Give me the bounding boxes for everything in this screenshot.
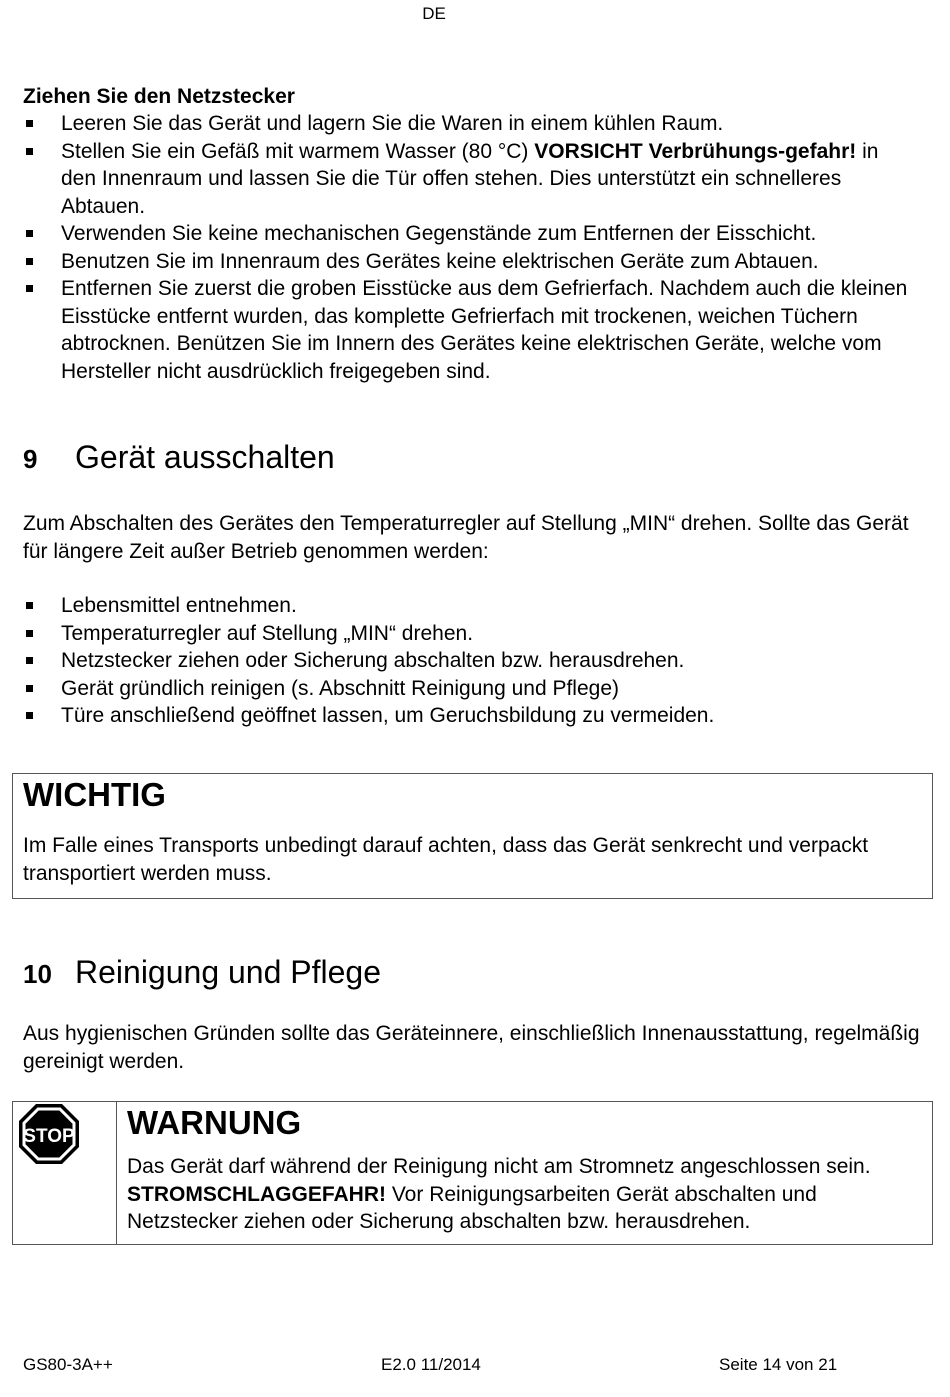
list-item: [23, 248, 918, 276]
section-9-intro: Zum Abschalten des Gerätes den Temperaturregler auf Stellung „MIN“ drehen. Sollte das Gerät für längere Zeit außer Betrieb genommen werden:: [23, 512, 909, 563]
list-item-text: Stellen Sie ein Gefäß mit warmem Wasser (80 °C): [61, 139, 535, 163]
footer-version: E2.0 11/2014: [381, 1355, 481, 1374]
warning-title: WARNUNG: [127, 1104, 302, 1141]
section-number: 10: [23, 959, 52, 989]
list-item: Netzstecker ziehen oder Sicherung abschalten bzw. herausdrehen.: [23, 647, 918, 675]
shock-hazard-label: STROMSCHLAGGEFAHR!: [127, 1182, 386, 1206]
section-heading: Reinigung und Pflege: [75, 954, 382, 990]
list-item-text: Entfernen Sie zuerst die groben Eisstücke aus dem Gefrierfach. Nachdem auch die kleinen Eisstücke entfernt wurden, das komplette Gefrierfach mit trockenen, weichen Tüchern abtrocknen. Benützen Sie im Innern des Gerätes keine elektrischen Geräte, welche vom Hersteller nicht ausdrücklich freigegeben sind.: [61, 277, 908, 383]
list-item-text: Leeren Sie das Gerät und lagern Sie die Waren in einem kühlen Raum.: [61, 112, 724, 135]
section-10-intro: Aus hygienischen Gründen sollte das Geräteinnere, einschließlich Innenausstattung, regelmäßig gereinigt werden.: [23, 1022, 920, 1073]
section-number: 9: [23, 444, 38, 474]
list-item: Temperaturregler auf Stellung „MIN“ drehen.: [23, 620, 918, 648]
important-box: [12, 773, 933, 899]
list-item: [23, 138, 918, 221]
warning-text-part: Das Gerät darf während der Reinigung nicht am Stromnetz angeschlossen sein.: [127, 1155, 871, 1178]
list-item-text: Benutzen Sie im Innenraum des Gerätes keine elektrischen Geräte zum Abtauen.: [61, 249, 819, 273]
unplug-list: [23, 110, 918, 385]
important-title: WICHTIG: [23, 776, 166, 813]
section-10-title: [23, 953, 381, 993]
warning-box: [12, 1101, 933, 1245]
list-item: Lebensmittel entnehmen.: [23, 592, 918, 620]
language-label: DE: [422, 4, 446, 23]
list-item: [23, 110, 918, 138]
warning-text-part: Vor Reinigungsarbeiten Gerät abschalten und Netzstecker ziehen oder Sicherung abschalten bzw. herausdrehen.: [127, 1182, 817, 1233]
unplug-heading: Ziehen Sie den Netzstecker: [23, 85, 295, 108]
section-9-list: [23, 592, 918, 730]
list-item: [23, 220, 918, 248]
list-item: [23, 275, 918, 385]
footer-model: GS80-3A++: [23, 1355, 113, 1374]
list-item-text: Verwenden Sie keine mechanischen Gegenstände zum Entfernen der Eisschicht.: [61, 222, 817, 245]
list-item: Gerät gründlich reinigen (s. Abschnitt Reinigung und Pflege): [23, 675, 918, 703]
stop-sign-icon: [17, 1102, 81, 1166]
section-heading: Gerät ausschalten: [75, 439, 335, 475]
list-item-text: in den Innenraum und lassen Sie die Tür offen stehen. Dies unterstützt ein schnelleres Abtauen.: [61, 139, 879, 218]
footer-page: Seite 14 von 21: [719, 1355, 838, 1374]
warning-text: [127, 1153, 922, 1236]
important-text: Im Falle eines Transports unbedingt darauf achten, dass das Gerät senkrecht und verpackt transportiert werden muss.: [23, 834, 869, 885]
list-item: Türe anschließend geöffnet lassen, um Geruchsbildung zu vermeiden.: [23, 702, 918, 730]
stop-sign-text: STOP: [23, 1126, 75, 1147]
section-9-title: [23, 438, 335, 478]
unplug-section: [23, 83, 918, 385]
scald-warning: VORSICHT Verbrühungs-gefahr!: [534, 139, 857, 163]
warning-divider: [116, 1102, 117, 1244]
